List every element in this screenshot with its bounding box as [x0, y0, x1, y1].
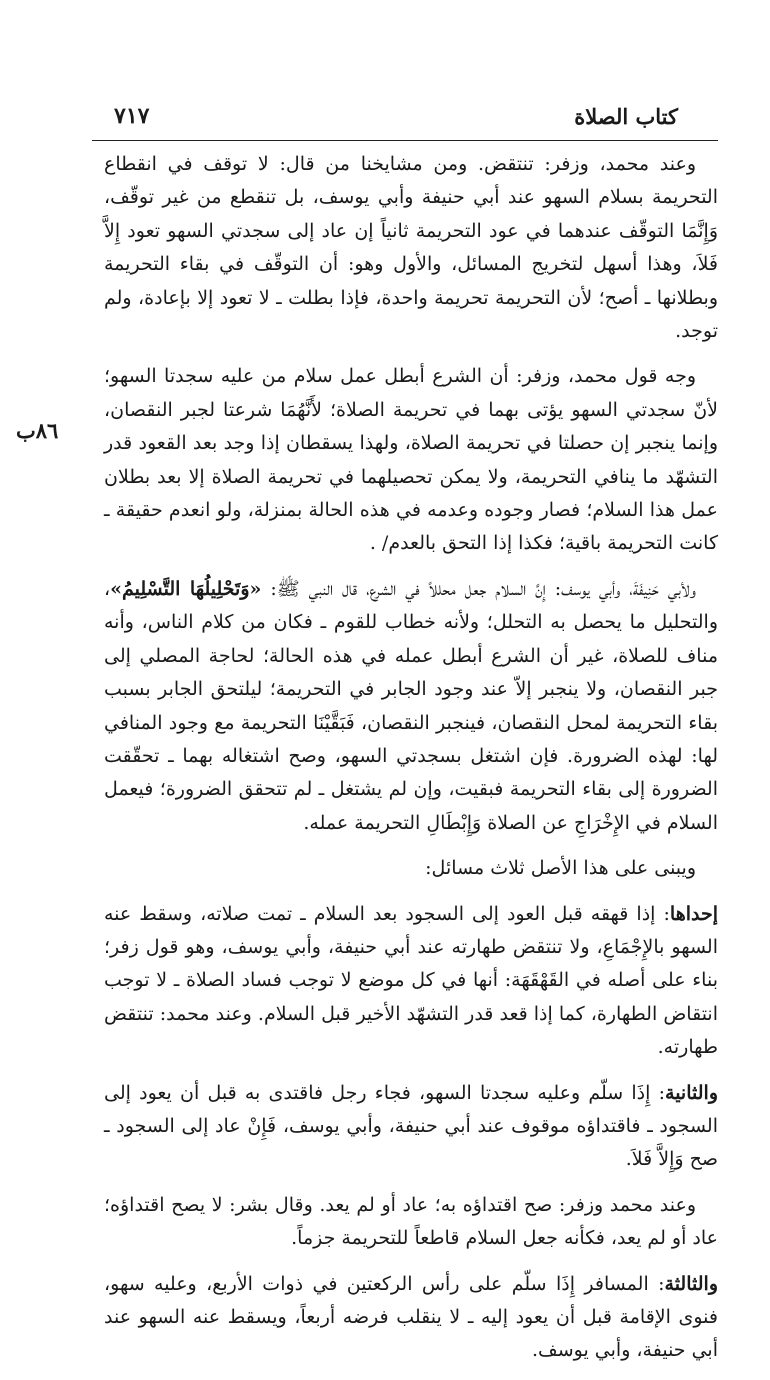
paragraph-3-before: ولأبي حَنِيفَةَ، وأبي يوسف: إِنَّ السلام جعل محللاً في الشرع، قال النبي ﷺ: [261, 577, 696, 600]
issue-one-label: إحداها [669, 902, 718, 925]
paragraph-3-after: ، والتحليل ما يحصل به التحلل؛ ولأنه خطاب للقوم ـ فكان من كلام الناس، وأنه مناف للصلاة، غير أن الشرع أبطل عمله في هذه الحالة؛ لحاجة المصلي إلى جبر النقصان، ولا ينجبر إلاّ عند وجود الجابر في التحريمة؛ ليلتحق الجابر بسبب بقاء التحريمة لمحل النقصان، فينجبر النقصان، فَبَقَّيْنَا التحريمة مع وجود المنافي لها: لهذه الضرورة. فإن اشتغل بسجدتي السهو، وصح اشتغاله بهما ـ تحقّقت الضرورة إلى بقاء التحريمة فبقيت، وإن لم يشتغل ـ لم تتحقق الضرورة؛ فيعمل السلام في الإِخْرَاجِ عن الصلاة وَإِبْطَالِ التحريمة عمله. [104, 577, 718, 834]
manuscript-folio-note: ٨٦ب [16, 418, 59, 443]
paragraph-8-text: : المسافر إِذَا سلّم على رأس الركعتين في ذوات الأربع، وعليه سهو، فنوى الإقامة قبل أن يعود إليه ـ لا ينقلب فرضه أربعاً، ويسقط عنه السهو عند أبي حنيفة، وأبي يوسف. [104, 1272, 718, 1362]
page-header [114, 96, 678, 136]
paragraph-8 [104, 1268, 718, 1368]
paragraph-6-text: : إِذَا سلّم وعليه سجدتا السهو، فجاء رجل فاقتدى به قبل أن يعود إلى السجود ـ فاقتداؤه موقوف عند أبي حنيفة، وأبي يوسف، فَإِنْ عاد إلى السجود ـ صح وَإِلاَّ فَلاَ. [104, 1081, 718, 1171]
header-rule [92, 140, 718, 141]
paragraph-3 [104, 573, 718, 840]
issue-two-label: والثانية [665, 1081, 718, 1104]
hadith-quote: «وَتَحْلِيلُهَا التَّسْلِيمُ» [110, 577, 262, 600]
paragraph-5-text: : إذا قهقه قبل العود إلى السجود بعد السلام ـ تمت صلاته، وسقط عنه السهو بالإِجْمَاعِ، ولا تنتقض طهارته عند أبي حنيفة، وأبي يوسف، وهو قول زفر؛ بناء على أصله في القَهْقَهَة: أنها في كل موضع لا توجب فساد الصلاة ـ لا توجب انتقاض الطهارة، كما إذا قعد قدر التشهّد الأخير قبل السلام. وعند محمد: تنتقض طهارته. [104, 902, 718, 1059]
issue-three-label: والثالثة [664, 1272, 718, 1295]
page-number: ٧١٧ [114, 103, 150, 129]
paragraph-6 [104, 1077, 718, 1177]
book-title: كتاب الصلاة [574, 103, 678, 129]
paragraph-5 [104, 898, 718, 1065]
paragraph-1: وعند محمد، وزفر: تنتقض. ومن مشايخنا من قال: لا توقف في انقطاع التحريمة بسلام السهو عند أبي حنيفة وأبي يوسف، بل تنقطع من غير توقّف، وَإِنَّمَا التوقّف عندهما في عود التحريمة ثانياً إن عاد إلى سجدتي السهو تعود إِلاَّ فَلاَ، وهذا أسهل لتخريج المسائل، والأول وهو: أن التوقّف في بقاء التحريمة وبطلانها ـ أصح؛ لأن التحريمة تحريمة واحدة، فإذا بطلت ـ لا تعود إلا بإعادة، ولم توجد. [104, 153, 718, 343]
page-body [104, 148, 718, 1380]
paragraph-7: وعند محمد وزفر: صح اقتداؤه به؛ عاد أو لم يعد. وقال بشر: لا يصح اقتداؤه؛ عاد أو لم يعد، فكأنه جعل السلام قاطعاً للتحريمة جزماً. [104, 1193, 718, 1250]
paragraph-2: وجه قول محمد، وزفر: أن الشرع أبطل عمل سلام من عليه سجدتا السهو؛ لأنّ سجدتي السهو يؤتى بهما في تحريمة الصلاة؛ لأَنَّهُمَا شرعتا لجبر النقصان، وإنما ينجبر إن حصلتا في تحريمة الصلاة، ولهذا يسقطان إذا وجد بعد القعود قدر التشهّد ما ينافي التحريمة، ولا يمكن تحصيلهما في تحريمة الصلاة إلا بعد بطلان عمل هذا السلام؛ فصار وجوده وعدمه في هذه الحالة بمنزلة، ولو انعدم حقيقة ـ كانت التحريمة باقية؛ فكذا إذا التحق بالعدم/ . [104, 365, 718, 555]
paragraph-4: ويبنى على هذا الأصل ثلاث مسائل: [425, 857, 696, 880]
